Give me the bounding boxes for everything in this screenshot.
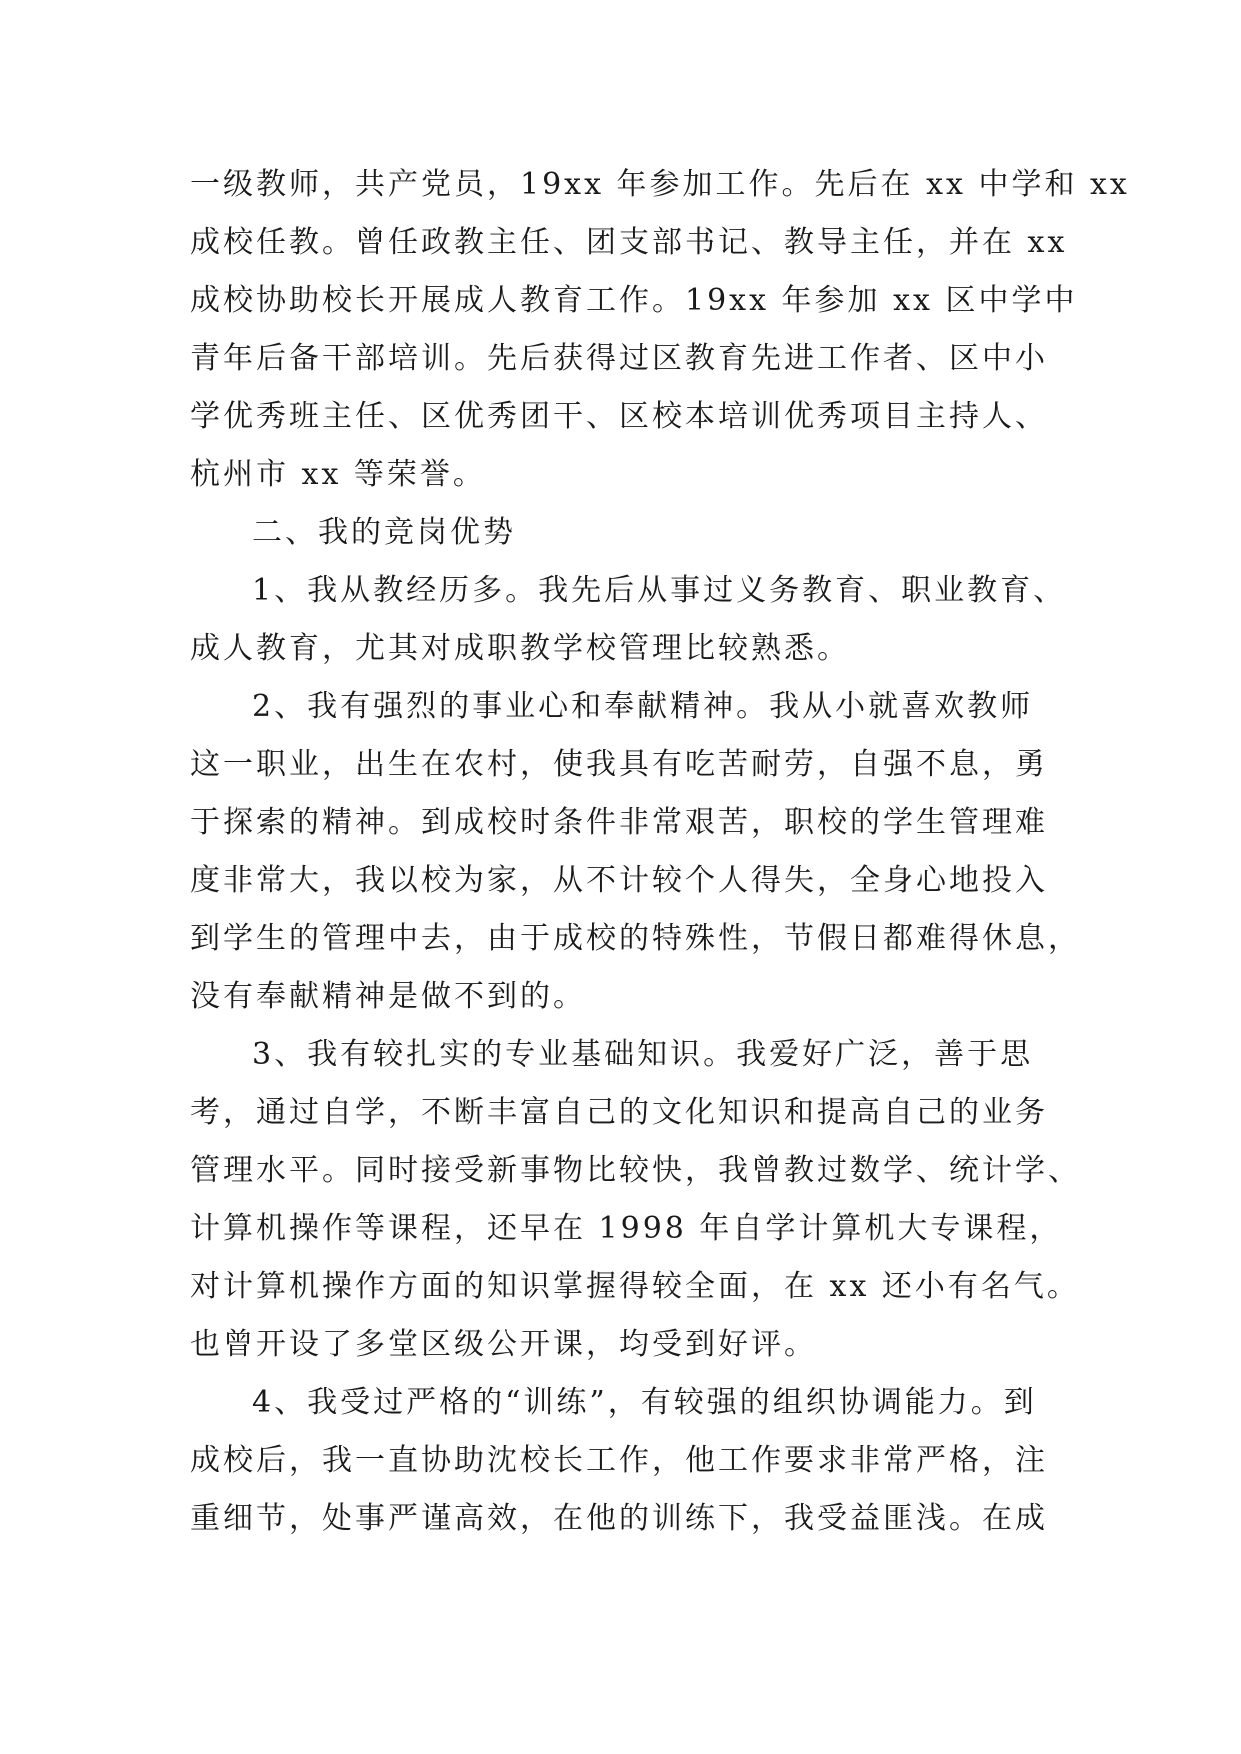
text-line: 3、我有较扎实的专业基础知识。我爱好广泛，善于思	[252, 1037, 1034, 1072]
text-line: 到学生的管理中去，由于成校的特殊性，节假日都难得休息，	[190, 921, 1081, 956]
text-line: 重细节，处事严谨高效，在他的训练下，我受益匪浅。在成	[190, 1501, 1048, 1536]
text-line: 计算机操作等课程，还早在 1998 年自学计算机大专课程，	[190, 1211, 1063, 1246]
text-line: 管理水平。同时接受新事物比较快，我曾教过数学、统计学、	[190, 1153, 1081, 1188]
text-line: 成校协助校长开展成人教育工作。19xx 年参加 xx 区中学中	[190, 283, 1078, 318]
text-line: 对计算机操作方面的知识掌握得较全面，在 xx 还小有名气。	[190, 1269, 1080, 1304]
text-line: 成校任教。曾任政教主任、团支部书记、教导主任，并在 xx	[190, 225, 1068, 260]
text-line: 考，通过自学，不断丰富自己的文化知识和提高自己的业务	[190, 1095, 1048, 1130]
text-line: 4、我受过严格的“训练”，有较强的组织协调能力。到	[252, 1385, 1037, 1420]
text-line: 没有奉献精神是做不到的。	[190, 979, 586, 1014]
text-line: 1、我从教经历多。我先后从事过义务教育、职业教育、	[252, 573, 1067, 608]
text-line: 青年后备干部培训。先后获得过区教育先进工作者、区中小	[190, 341, 1048, 376]
text-line: 度非常大，我以校为家，从不计较个人得失，全身心地投入	[190, 863, 1048, 898]
section-heading: 二、我的竞岗优势	[252, 515, 516, 550]
text-line: 也曾开设了多堂区级公开课，均受到好评。	[190, 1327, 817, 1362]
text-line: 学优秀班主任、区优秀团干、区校本培训优秀项目主持人、	[190, 399, 1048, 434]
text-line: 一级教师，共产党员，19xx 年参加工作。先后在 xx 中学和 xx	[190, 167, 1130, 202]
text-line: 成人教育，尤其对成职教学校管理比较熟悉。	[190, 631, 850, 666]
text-line: 成校后，我一直协助沈校长工作，他工作要求非常严格，注	[190, 1443, 1048, 1478]
text-line: 杭州市 xx 等荣誉。	[190, 457, 486, 492]
text-line: 2、我有强烈的事业心和奉献精神。我从小就喜欢教师	[252, 689, 1034, 724]
text-line: 这一职业，出生在农村，使我具有吃苦耐劳，自强不息，勇	[190, 747, 1048, 782]
text-line: 于探索的精神。到成校时条件非常艰苦，职校的学生管理难	[190, 805, 1048, 840]
